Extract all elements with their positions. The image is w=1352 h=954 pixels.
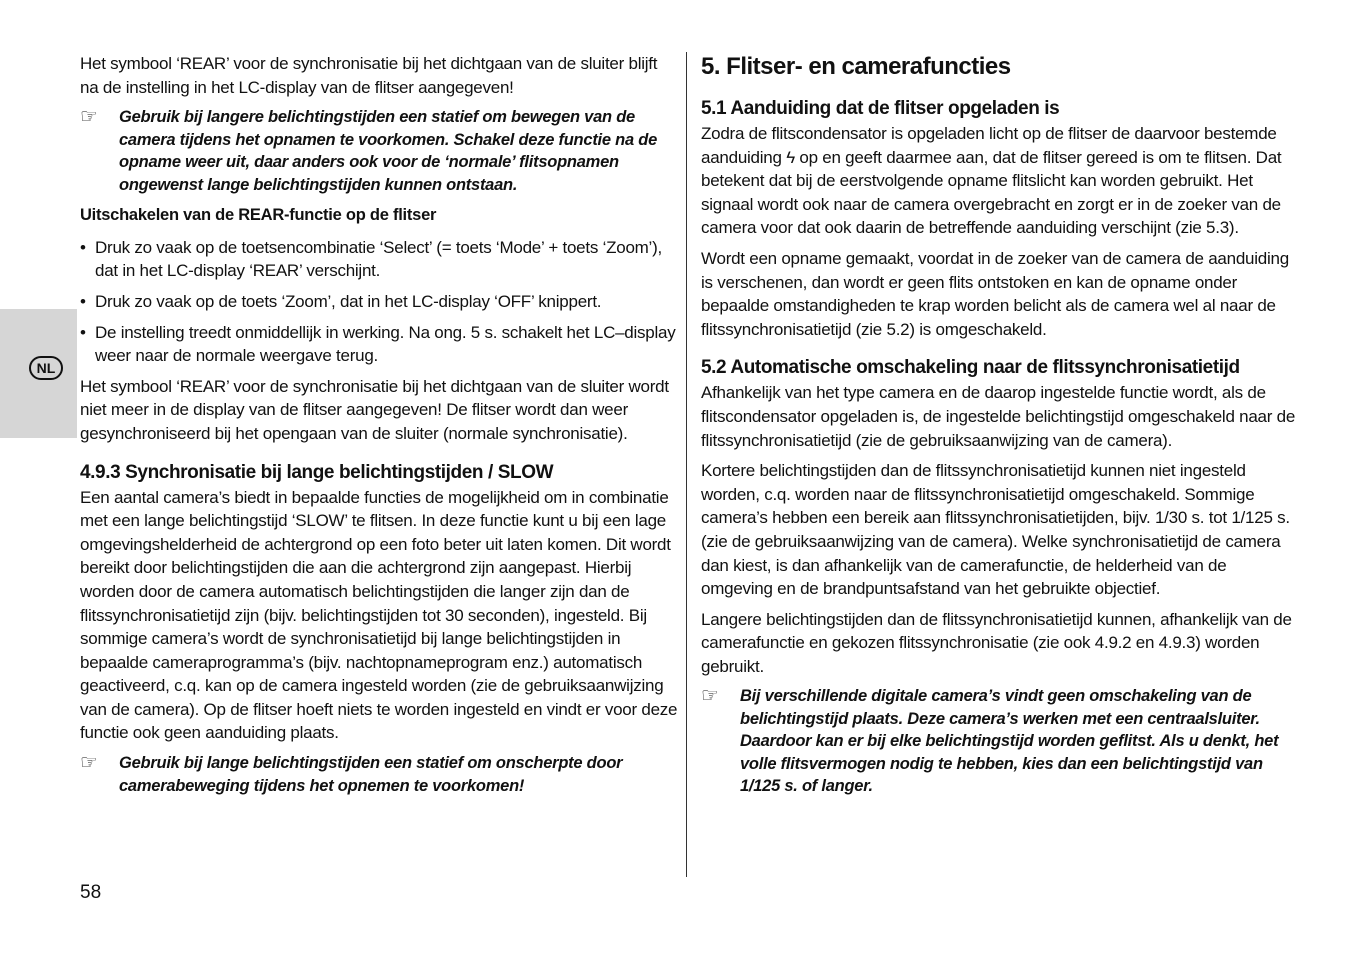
rear-off-subheading: Uitschakelen van de REAR-functie op de flitser	[80, 206, 437, 225]
list-item-text: Druk zo vaak op de toetsencombinatie ‘Select’ (= toets ‘Mode’ + toets ‘Zoom’), dat in het LC-display ‘REAR’ verschijnt.	[95, 237, 662, 281]
rear-off-paragraph: Het symbool ‘REAR’ voor de synchronisatie bij het dichtgaan van de sluiter wordt niet meer in de display van de flitser aangegeven! De flitser wordt dan weer gesynchroniseerd bij het opengaan van de sluiter (normale synchronisatie).	[80, 376, 669, 443]
auto-switch-paragraph: Afhankelijk van het type camera en de daarop ingestelde functie wordt, als de flitscondensator opgeladen is, de ingestelde belichtingstijd omgeschakeld naar de flitssynchronisatietijd (zie de gebruiksaanwijzing van de camera).	[701, 383, 1296, 450]
tip-note-1	[80, 106, 680, 196]
language-badge: NL	[29, 356, 63, 380]
chapter-heading: 5. Flitser- en camerafuncties	[701, 53, 1011, 80]
column-divider	[686, 52, 687, 877]
pointing-hand-icon: ☞	[80, 752, 98, 775]
left-column	[80, 52, 680, 805]
tip-note-2-text: Gebruik bij lange belichtingstijden een statief om onscherpte door camerabeweging tijdens het opnemen te voorkomen!	[119, 754, 623, 795]
list-item-text: De instelling treedt onmiddellijk in werking. Na ong. 5 s. schakelt het LC–display weer naar de normale weergave terug.	[95, 322, 676, 366]
tip-note-3-text: Bij verschillende digitale camera’s vindt geen omschakeling van de belichtingstijd plaats. Deze camera’s werken met een centraalsluiter. Daardoor kan er bij elke belichtingstijd worden geflitst. Als u denkt, het volle flitsvermogen nodig te hebben, kies dan een belichtingstijd van 1/125 s. of langer.	[740, 687, 1279, 796]
tip-note-1-text: Gebruik bij langere belichtingstijden een statief om bewegen van de camera tijdens het opnamen te voorkomen. Schakel deze functie na de opname weer uit, daar anders ook voor de ‘normale’ flitsopnamen ongewenst lange belichtingstijden kunnen ontstaan.	[119, 108, 657, 194]
section-heading-5-2: 5.2 Automatische omschakeling naar de flitssynchronisatietijd	[701, 357, 1240, 379]
list-item: • De instelling treedt onmiddellijk in werking. Na ong. 5 s. schakelt het LC–display weer naar de normale weergave terug.	[80, 322, 676, 366]
flash-not-ready-paragraph: Wordt een opname gemaakt, voordat in de zoeker van de camera de aanduiding is verschenen, dan wordt er geen flits ontstoken en kan de opname onder bepaalde omstandigheden te krap worden belicht als de camera wel al naar de flitssynchronisatietijd (zie 5.2) is omgeschakeld.	[701, 248, 1289, 339]
page-number: 58	[80, 882, 102, 903]
flash-ready-text-1: Zodra de flitscondensator is opgeladen licht op de flitser de daarvoor bestemde aanduiding	[701, 124, 1277, 167]
shorter-times-paragraph: Kortere belichtingstijden dan de flitssynchronisatietijd kunnen niet ingesteld worden, c.q. worden naar de flitssynchronisatietijd omgeschakeld. Sommige camera’s hebben een bereik aan flitssynchronisatietijden, bijv. 1/30 s. tot 1/125 s. (zie de gebruiksaanwijzing van de camera). Welke synchronisatietijd de camera dan kiest, is dan afhankelijk van de camerafunctie, de helderheid van de omgeving en de brandpuntsafstand van het gebruikte objectief.	[701, 461, 1290, 599]
section-heading-5-1: 5.1 Aanduiding dat de flitser opgeladen is	[701, 98, 1060, 119]
slow-paragraph: Een aantal camera’s biedt in bepaalde functies de mogelijkheid om in combinatie met een lange belichtingstijd ‘SLOW’ te flitsen. In deze functie kunt u bij een lage omgevingshelderheid de achtergrond op een foto beter uit laten komen. Dit wordt bereikt door belichtingstijden die aan die achtergrond zijn aangepast. Hierbij worden door de camera automatisch belichtingstijden die langer zijn dan de flitssynchronisatietijd zijn (bijv. belichtingstijden tot 30 seconden), ingesteld. Bij sommige camera’s wordt de synchronisatietijd bij lange belichtingstijden in bepaalde cameraprogramma’s (bijv. nachtopnameprogram enz.) automatisch geactiveerd, c.q. kan op de camera ingesteld worden (zie de gebruiksaanwijzing van de camera). Op de flitser hoeft niets te worden ingesteld en vindt er voor deze functie ook geen aanduiding plaats.	[80, 487, 678, 743]
list-item: • Druk zo vaak op de toetsencombinatie ‘Select’ (= toets ‘Mode’ + toets ‘Zoom’), dat in het LC-display ‘REAR’ verschijnt.	[80, 237, 662, 281]
longer-times-paragraph: Langere belichtingstijden dan de flitssynchronisatietijd kunnen, afhankelijk van de camerafunctie en gekozen flitssynchronisatie (zie ook 4.9.2 en 4.9.3) worden gebruikt.	[701, 609, 1292, 676]
flash-ready-text-2: op en geeft daarmee aan, dat de flitser gereed is om te flitsen. Dat betekent dat bij de eerstvolgende opname flitslicht kan worden gebruikt. Het signaal wordt ook naar de camera overgebracht en zorgt er in de zoeker van de camera voor dat ook daarin de betreffende aanduiding verschijnt (zie 5.3).	[701, 147, 1282, 238]
tip-note-2	[80, 752, 680, 797]
pointing-hand-icon: ☞	[80, 106, 98, 129]
right-column	[701, 52, 1301, 806]
flash-icon: ϟ	[786, 147, 795, 167]
rear-info-paragraph: Het symbool ‘REAR’ voor de synchronisatie bij het dichtgaan van de sluiter blijft na de instelling in het LC-display van de flitser aangegeven!	[80, 54, 658, 97]
pointing-hand-icon: ☞	[701, 685, 719, 708]
list-item-text: Druk zo vaak op de toets ‘Zoom’, dat in het LC-display ‘OFF’ knippert.	[95, 291, 602, 311]
flash-ready-paragraph	[701, 122, 1301, 240]
section-heading-4-9-3: 4.9.3 Synchronisatie bij lange belichtingstijden / SLOW	[80, 461, 554, 483]
list-item: • Druk zo vaak op de toets ‘Zoom’, dat in het LC-display ‘OFF’ knippert.	[80, 291, 602, 311]
tip-note-3	[701, 685, 1301, 798]
